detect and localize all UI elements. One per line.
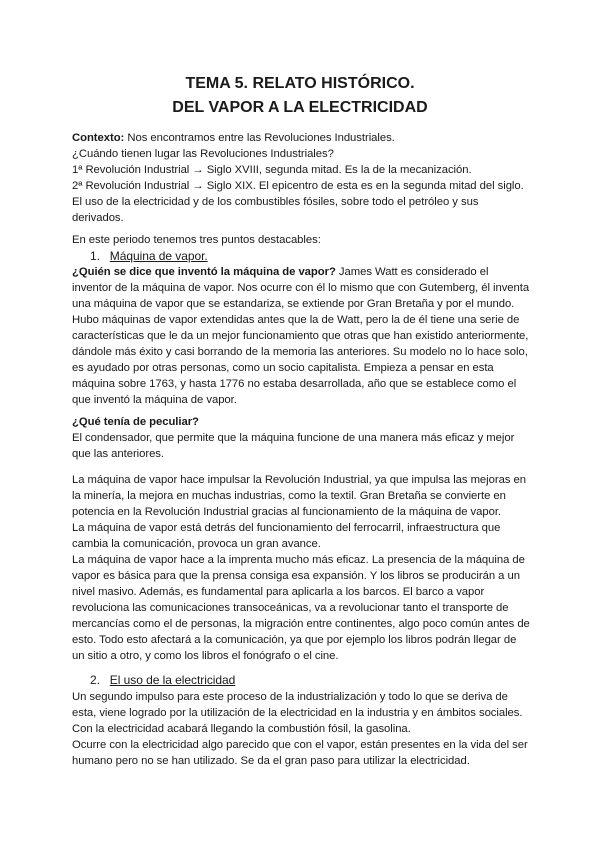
title-line-1: TEMA 5. RELATO HISTÓRICO. bbox=[185, 75, 415, 92]
paragraph-line: El condensador, que permite que la máquina funcione de una manera más eficaz y mejor bbox=[72, 432, 515, 444]
paragraph-line: Un segundo impulso para este proceso de la industrialización y todo lo que se deriva de bbox=[72, 691, 508, 703]
section-2-heading bbox=[90, 672, 235, 688]
paragraph-line: Con la electricidad acabará llegando la combustión fósil, la gasolina. bbox=[72, 723, 411, 735]
section-1-number: 1. bbox=[90, 249, 100, 263]
watt-answer-start: James Watt es considerado el bbox=[335, 266, 489, 278]
paragraph-line: esto. Todo esto afectará a la comunicación, ya que por ejemplo los libros podrán llegar de bbox=[72, 634, 517, 646]
context-line-4: 2ª Revolución Industrial → Siglo XIX. El epicentro de esta es en la segunda mitad del siglo. bbox=[72, 180, 524, 192]
paragraph-line: que las anteriores. bbox=[72, 448, 164, 460]
context-line-3: 1ª Revolución Industrial → Siglo XVIII, segunda mitad. Es la de la mecanización. bbox=[72, 164, 472, 176]
context-line-1 bbox=[72, 130, 395, 146]
paragraph-line: inventor de la máquina de vapor. Nos ocurre con él lo mismo que con Gutemberg, él inventa bbox=[72, 282, 530, 294]
paragraph-line: que inventó la máquina de vapor. bbox=[72, 394, 237, 406]
paragraph-line: características que le da un mejor funcionamiento que otras que han existido anteriormente, bbox=[72, 330, 529, 342]
paragraph-line: mercancías como el de personas, la migración entre continentes, algo poco común antes de bbox=[72, 618, 530, 630]
title-line-2: DEL VAPOR A LA ELECTRICIDAD bbox=[172, 99, 428, 116]
watt-question-line bbox=[72, 264, 488, 280]
intro-line: En este periodo tenemos tres puntos destacables: bbox=[72, 234, 321, 246]
paragraph-line: cambia la comunicación, provoca un gran avance. bbox=[72, 538, 321, 550]
paragraph-line: vapor es básica para que la prensa consiga esa expansión. Y los libros se producirán a un bbox=[72, 570, 520, 582]
paragraph-line: La máquina de vapor hace a la imprenta mucho más eficaz. La presencia de la máquina de bbox=[72, 554, 525, 566]
document-title bbox=[0, 72, 600, 120]
paragraph-line: revoluciona las comunicaciones transoceánicas, va a revolucionar tanto el transporte de bbox=[72, 602, 509, 614]
paragraph-line: potencia en la Revolución Industrial gracias al funcionamiento de la máquina de vapor. bbox=[72, 506, 502, 518]
paragraph-line: La máquina de vapor está detrás del funcionamiento del ferrocarril, infraestructura que bbox=[72, 522, 501, 534]
paragraph-line: esta, viene logrado por la utilización de la electricidad en la industria y en ámbitos sociales. bbox=[72, 707, 523, 719]
section-2-number: 2. bbox=[90, 673, 100, 687]
context-line-6: derivados. bbox=[72, 212, 124, 224]
paragraph-line: máquina sobre 1763, y hasta 1776 no estaba desarrollada, año que se establece como el bbox=[72, 378, 517, 390]
paragraph-line: humano pero no se han utilizado. Se da el gran paso para utilizar la electricidad. bbox=[72, 755, 470, 767]
context-label: Contexto: bbox=[72, 132, 125, 144]
paragraph-line: la minería, la mejora en muchas industrias, como la textil. Gran Bretaña se convierte en bbox=[72, 490, 506, 502]
watt-question: ¿Quién se dice que inventó la máquina de vapor? bbox=[72, 266, 336, 278]
paragraph-line: dándole más éxito y casi borrando de la memoria las anteriores. Su modelo no lo hace solo, bbox=[72, 346, 528, 358]
paragraph-line: un sitio a otro, y como los libros el fonógrafo o el cine. bbox=[72, 650, 339, 662]
paragraph-line: La máquina de vapor hace impulsar la Revolución Industrial, ya que impulsa las mejoras en bbox=[72, 474, 526, 486]
paragraph-line: es ayudado por otras personas, como un socio capitalista. Empieza a pensar en esta bbox=[72, 362, 494, 374]
peculiar-question: ¿Qué tenía de peculiar? bbox=[72, 416, 199, 428]
paragraph-line: nivel masivo. Además, es fundamental para aplicarla a los barcos. El barco a vapor bbox=[72, 586, 485, 598]
section-1-title: Máquina de vapor. bbox=[109, 249, 208, 263]
section-1-heading bbox=[90, 248, 208, 264]
paragraph-line: Hubo máquinas de vapor extendidas antes que la de Watt, pero la de él tiene una serie de bbox=[72, 314, 520, 326]
context-line-5: El uso de la electricidad y de los combustibles fósiles, sobre todo el petróleo y sus bbox=[72, 196, 479, 208]
context-line-2: ¿Cuándo tienen lugar las Revoluciones Industriales? bbox=[72, 148, 334, 160]
paragraph-line: una máquina de vapor que se estandariza, se extiende por Gran Bretaña y por el mundo. bbox=[72, 298, 515, 310]
section-2-title: El uso de la electricidad bbox=[109, 673, 236, 687]
paragraph-line: Ocurre con la electricidad algo parecido que con el vapor, están presentes en la vida del ser bbox=[72, 739, 528, 751]
context-text: Nos encontramos entre las Revoluciones Industriales. bbox=[124, 132, 395, 144]
